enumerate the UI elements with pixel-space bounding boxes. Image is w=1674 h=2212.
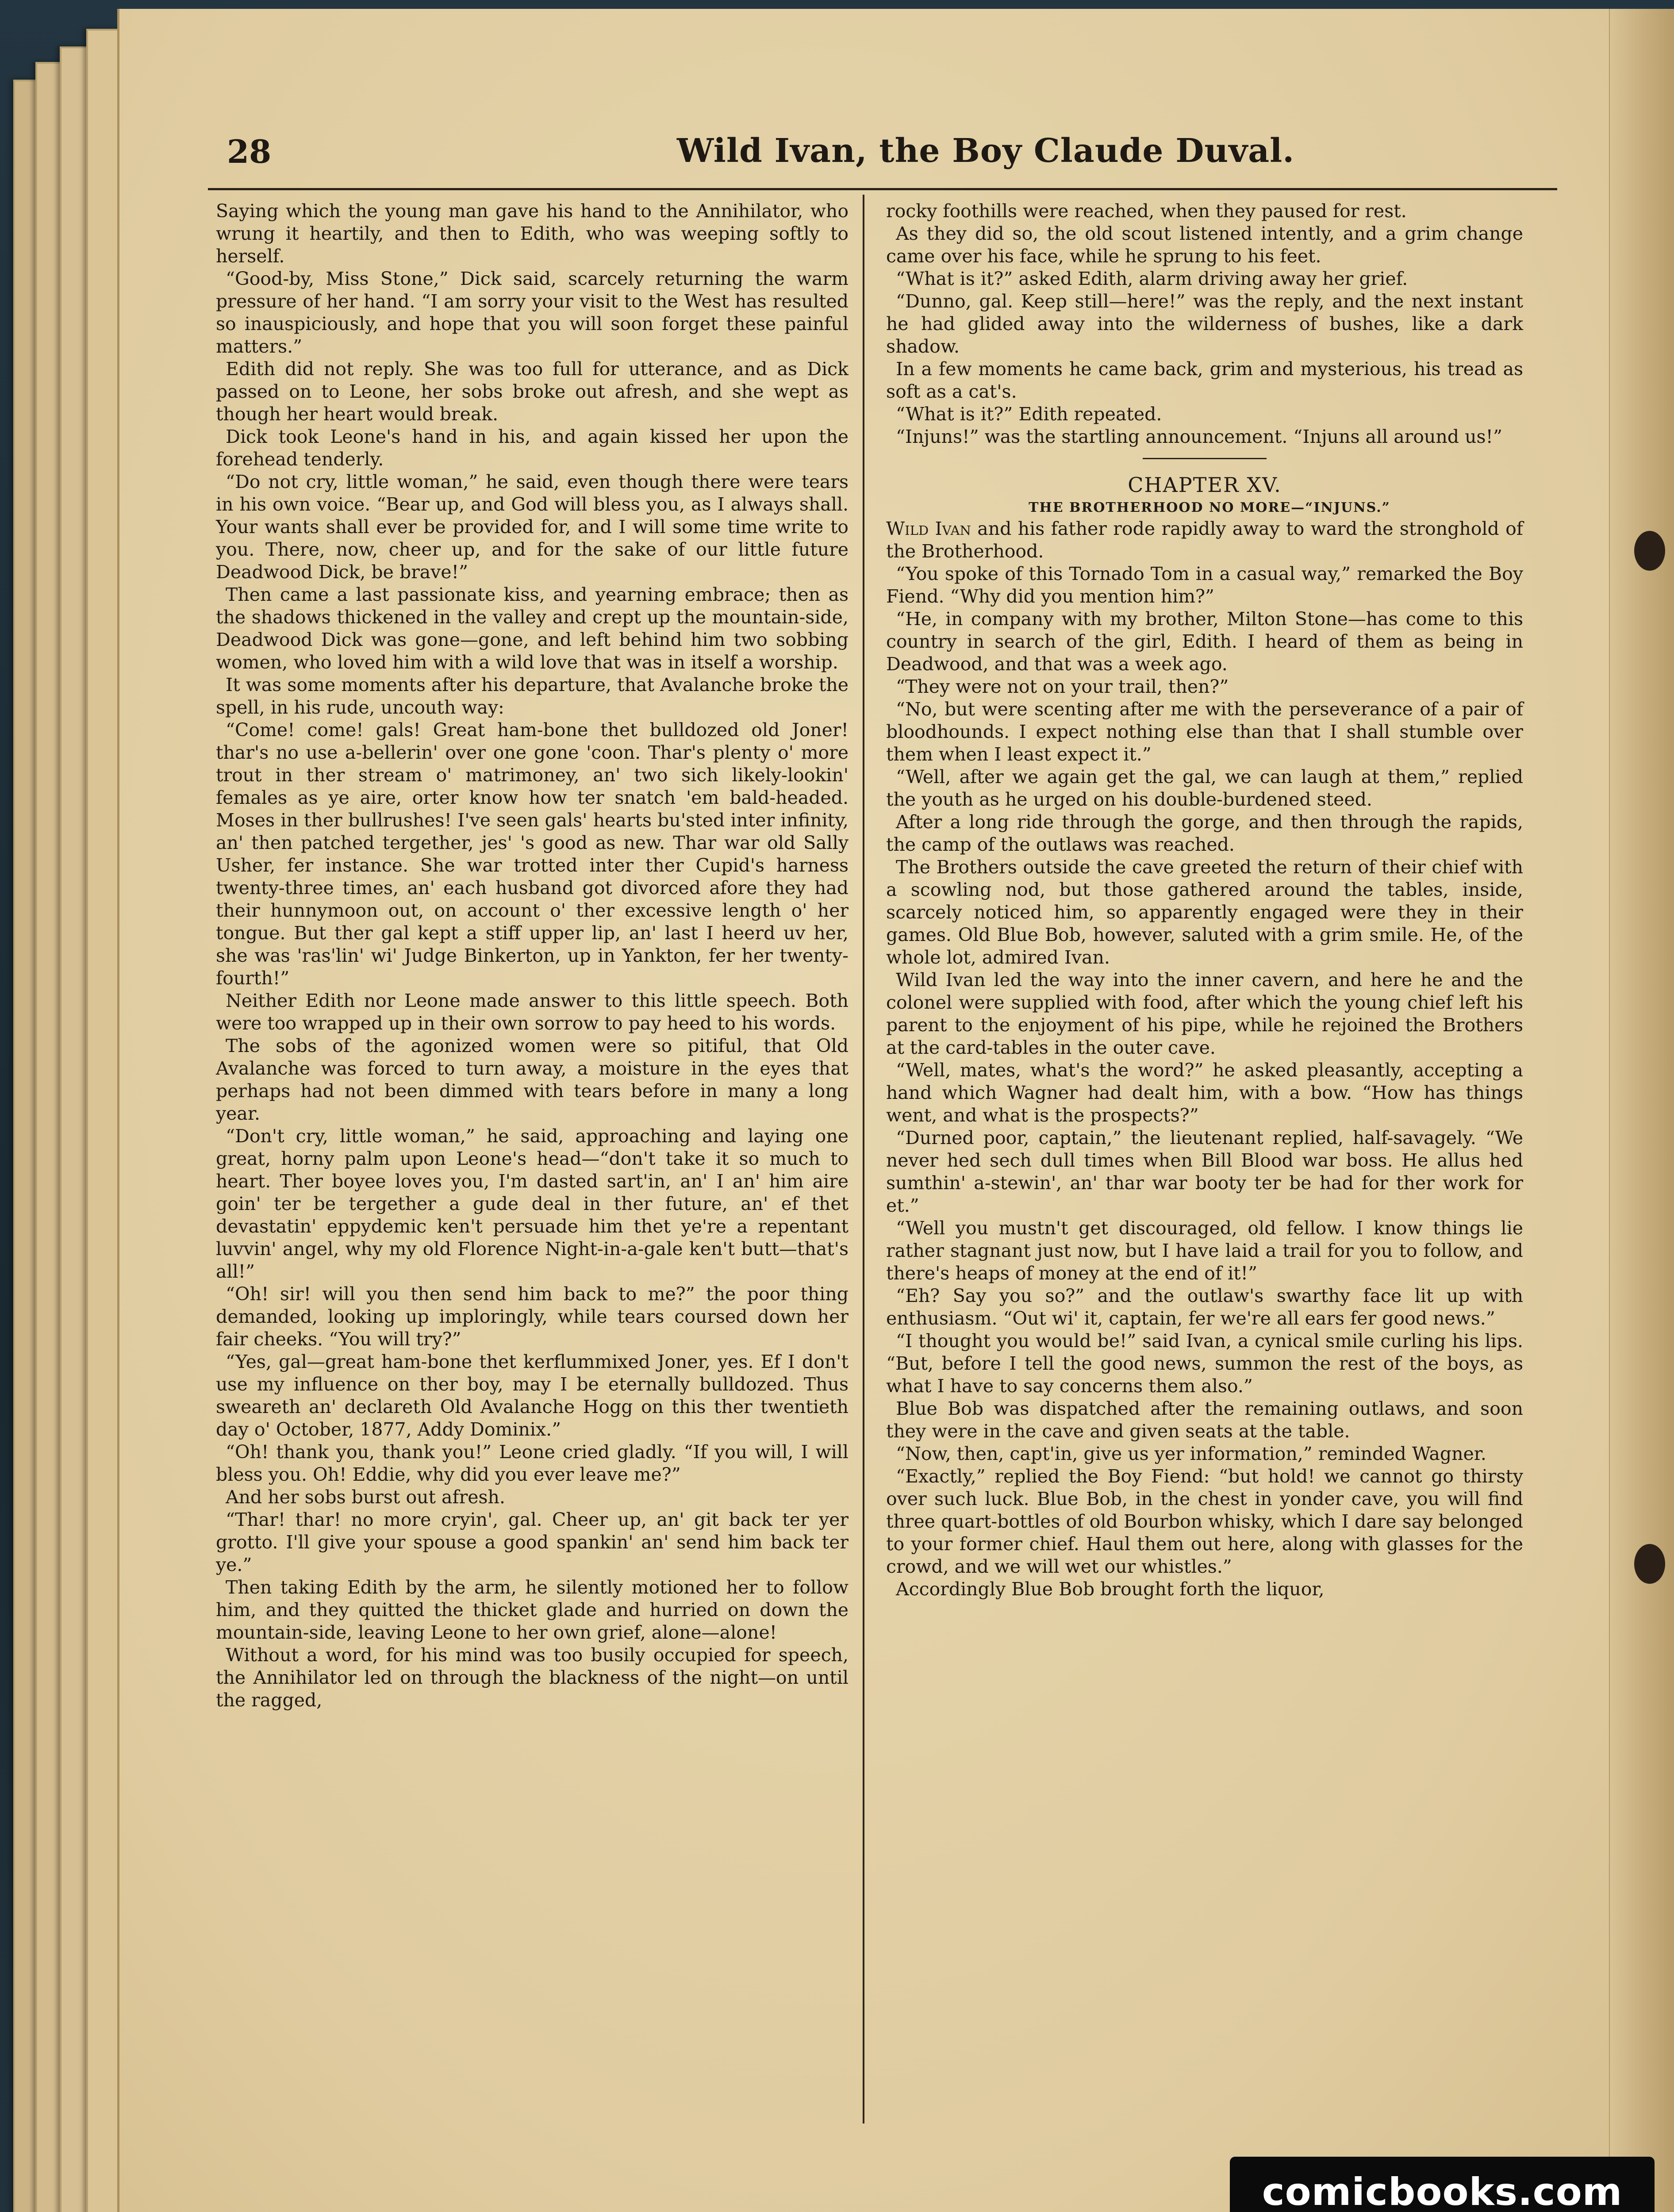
binding-hole xyxy=(1634,531,1665,571)
paragraph: “Do not cry, little woman,” he said, even though there were tears in his own voice. “Bear up, and God will bless you, as I always shall. Your wants shall ever be provided for, and I will some time write to you. There, now, cheer up, and for the sake of our little future Deadwood Dick, be brave!” xyxy=(216,471,849,583)
paragraph: “Durned poor, captain,” the lieutenant replied, half-savagely. “We never hed sech dull times when Bill Blood war boss. He allus hed sumthin' a-stewin', an' thar war booty ter be had for ther work for et.” xyxy=(886,1127,1523,1216)
paragraph: Wild Ivan led the way into the inner cavern, and here he and the colonel were supplied with food, after which the young chief left his parent to the enjoyment of his pipe, while he rejoined the Brothers at the card-tables in the outer cave. xyxy=(886,969,1523,1058)
lead-small-caps: Wild Ivan xyxy=(886,518,971,539)
lead-text: and his father rode rapidly away to ward the stronghold of the Brotherhood. xyxy=(886,518,1523,562)
chapter-lead-paragraph xyxy=(886,518,1523,563)
paragraph: “Don't cry, little woman,” he said, approaching and laying one great, horny palm upon Leone's head—“don't take it so much to heart. Ther boyee loves you, I'm dasted sart'in, an' I an' him aire goin' ter be tergether a gude deal in ther future, an' ef thet devastatin' eppydemic ken't persuade him thet ye're a repentant luvvin' angel, why my old Florence Night-in-a-gale ken't butt—that's all!” xyxy=(216,1125,849,1282)
paragraph: As they did so, the old scout listened intently, and a grim change came over his face, while he sprung to his feet. xyxy=(886,223,1523,267)
page-binding xyxy=(1609,9,1674,2212)
paragraph: The sobs of the agonized women were so pitiful, that Old Avalanche was forced to turn away, a moisture in the eyes that perhaps had not been dimmed with tears before in many a long year. xyxy=(216,1035,849,1124)
header-rule xyxy=(208,188,1557,190)
paragraph: “Well you mustn't get discouraged, old fellow. I know things lie rather stagnant just now, but I have laid a trail for you to follow, and there's heaps of money at the end of it!” xyxy=(886,1217,1523,1284)
section-rule xyxy=(1143,458,1267,459)
paragraph: Without a word, for his mind was too busily occupied for speech, the Annihilator led on through the blackness of the night—on until the ragged, xyxy=(216,1644,849,1711)
page-number: 28 xyxy=(227,133,272,170)
paragraph: “Injuns!” was the startling announcement. “Injuns all around us!” xyxy=(896,426,1502,447)
chapter-subtitle: THE BROTHERHOOD NO MORE—“INJUNS.” xyxy=(1029,500,1390,515)
paragraph: “Dunno, gal. Keep still—here!” was the reply, and the next instant he had glided away into the wilderness of bushes, like a dark shadow. xyxy=(886,291,1523,357)
running-title: Wild Ivan, the Boy Claude Duval. xyxy=(677,132,1295,170)
paragraph: “No, but were scenting after me with the perseverance of a pair of bloodhounds. I expect nothing else than that I shall stumble over them when I least expect it.” xyxy=(886,699,1523,765)
book-page xyxy=(117,9,1674,2212)
paragraph: “Oh! sir! will you then send him back to me?” the poor thing demanded, looking up imploringly, while tears coursed down her fair cheeks. “You will try?” xyxy=(216,1283,849,1350)
paragraph: “Well, after we again get the gal, we can laugh at them,” replied the youth as he urged on his double-burdened steed. xyxy=(886,766,1523,810)
paragraph: “Come! come! gals! Great ham-bone thet bulldozed old Joner! thar's no use a-bellerin' over one gone 'coon. Thar's plenty o' more trout in ther stream o' matrimoney, an' two sich likely-lookin' females as ye aire, orter know how ter snatch 'em bald-headed. Moses in ther bullrushes! I've seen gals' hearts bu'sted inter infinity, an' then patched tergether, jes' 's good as new. Thar war old Sally Usher, fer instance. She war trotted inter ther Cupid's harness twenty-three times, an' each husband got divorced afore they had their hunnymoon out, on account o' ther excessive length o' her tongue. But ther gal kept a stiff upper lip, an' last I heerd uv her, she was 'ras'lin' wi' Judge Binkerton, up in Yankton, fer her twenty-fourth!” xyxy=(216,719,849,989)
paragraph: “You spoke of this Tornado Tom in a casual way,” remarked the Boy Fiend. “Why did you mention him?” xyxy=(886,563,1523,607)
paragraph: And her sobs burst out afresh. xyxy=(226,1486,505,1508)
paragraph: Then came a last passionate kiss, and yearning embrace; then as the shadows thickened in the valley and crept up the mountain-side, Deadwood Dick was gone—gone, and left behind him two sobbing women, who loved him with a wild love that was in itself a worship. xyxy=(216,584,849,673)
paragraph: Neither Edith nor Leone made answer to this little speech. Both were too wrapped up in their own sorrow to pay heed to his words. xyxy=(216,990,849,1034)
paragraph: “What is it?” Edith repeated. xyxy=(896,403,1162,425)
paragraph: “I thought you would be!” said Ivan, a cynical smile curling his lips. “But, before I tell the good news, summon the rest of the boys, as what I have to say concerns them also.” xyxy=(886,1330,1523,1397)
paragraph: “What is it?” asked Edith, alarm driving away her grief. xyxy=(896,268,1408,289)
column-divider xyxy=(863,195,864,2124)
watermark-badge: comicbooks.com xyxy=(1230,2157,1655,2212)
paragraph: Saying which the young man gave his hand to the Annihilator, who wrung it heartily, and then to Edith, who was weeping softly to herself. xyxy=(216,200,849,267)
paragraph: rocky foothills were reached, when they paused for rest. xyxy=(886,200,1407,222)
paragraph: “Exactly,” replied the Boy Fiend: “but hold! we cannot go thirsty over such luck. Blue Bob, in the chest in yonder cave, you will find three quart-bottles of old Bourbon whisky, which I dare say belonged to your former chief. Haul them out here, along with glasses for the crowd, and we will wet our whistles.” xyxy=(886,1466,1523,1577)
paragraph: Dick took Leone's hand in his, and again kissed her upon the forehead tenderly. xyxy=(216,426,849,470)
paragraph: Then taking Edith by the arm, he silently motioned her to follow him, and they quitted the thicket glade and hurried on down the mountain-side, leaving Leone to her own grief, alone—alone! xyxy=(216,1577,849,1643)
paragraph: “Thar! thar! no more cryin', gal. Cheer up, an' git back ter yer grotto. I'll give your spouse a good spankin' an' send him back ter ye.” xyxy=(216,1509,849,1575)
paragraph: “Good-by, Miss Stone,” Dick said, scarcely returning the warm pressure of her hand. “I am sorry your visit to the West has resulted so inauspiciously, and hope that you will soon forget these painful matters.” xyxy=(216,268,849,357)
binding-hole xyxy=(1634,1544,1665,1584)
paragraph: “Now, then, capt'in, give us yer information,” reminded Wagner. xyxy=(896,1443,1486,1464)
right-column xyxy=(886,200,1523,1601)
left-column xyxy=(216,200,849,1712)
paragraph: Blue Bob was dispatched after the remaining outlaws, and soon they were in the cave and given seats at the table. xyxy=(886,1398,1523,1442)
paragraph: “Eh? Say you so?” and the outlaw's swarthy face lit up with enthusiasm. “Out wi' it, captain, fer we're all ears fer good news.” xyxy=(886,1285,1523,1329)
page-header xyxy=(119,124,1557,186)
paragraph: Accordingly Blue Bob brought forth the liquor, xyxy=(896,1578,1325,1600)
paragraph: Edith did not reply. She was too full for utterance, and as Dick passed on to Leone, her sobs broke out afresh, and she wept as though her heart would break. xyxy=(216,358,849,425)
paragraph: It was some moments after his departure, that Avalanche broke the spell, in his rude, uncouth way: xyxy=(216,674,849,718)
paragraph: “Yes, gal—great ham-bone thet kerflummixed Joner, yes. Ef I don't use my influence on ther boy, may I be eternally bulldozed. Thus sweareth an' declareth Old Avalanche Hogg on this ther twentieth day o' October, 1877, Addy Dominix.” xyxy=(216,1351,849,1440)
paragraph: The Brothers outside the cave greeted the return of their chief with a scowling nod, but those gathered around the tables, inside, scarcely noticed him, so apparently engaged were they in their games. Old Blue Bob, however, saluted with a grim smile. He, of the whole lot, admired Ivan. xyxy=(886,856,1523,968)
paragraph: In a few moments he came back, grim and mysterious, his tread as soft as a cat's. xyxy=(886,358,1523,402)
paragraph: “They were not on your trail, then?” xyxy=(896,676,1229,697)
paragraph: “Well, mates, what's the word?” he asked pleasantly, accepting a hand which Wagner had dealt him, with a bow. “How has things went, and what is the prospects?” xyxy=(886,1060,1523,1126)
paragraph: “Oh! thank you, thank you!” Leone cried gladly. “If you will, I will bless you. Oh! Eddie, why did you ever leave me?” xyxy=(216,1441,849,1485)
paragraph: “He, in company with my brother, Milton Stone—has come to this country in search of the girl, Edith. I heard of them as being in Deadwood, and that was a week ago. xyxy=(886,608,1523,675)
paragraph: After a long ride through the gorge, and then through the rapids, the camp of the outlaws was reached. xyxy=(886,811,1523,855)
chapter-title: CHAPTER XV. xyxy=(1128,473,1282,497)
